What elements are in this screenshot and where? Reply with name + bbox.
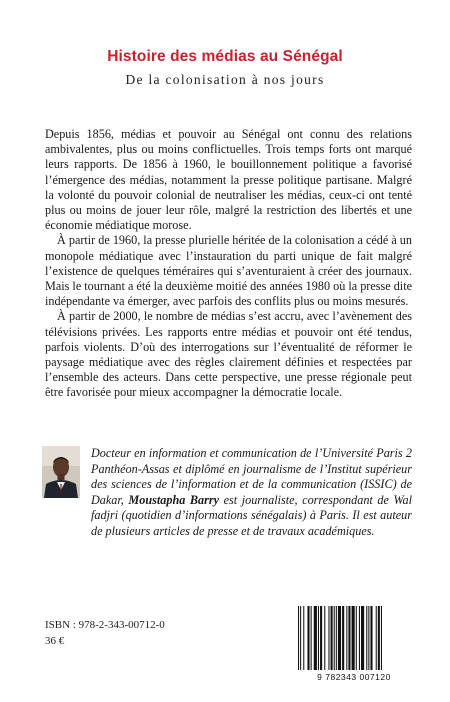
summary-paragraph: À partir de 1960, la presse plurielle héritée de la colonisation a cédé à un monopole médiatique avec l’instauration du parti unique de fait malgré l’existence de quelques téméraires qui s’aventuraient à créer des journaux. Mais le tournant a été la deuxième moitié des années 1980 où la presse dite indépendante va émerger, avec parfois des conflits plus ou moins mesurés. (45, 233, 412, 309)
barcode-bar (314, 606, 317, 670)
price: 36 € (45, 635, 65, 647)
author-bio-part: est journaliste, correspondant de Wal fadjri (quotidien d’informations sénégalais) à Paris. Il est auteur de plusieurs articles de presse et de travaux académiques. (91, 492, 412, 538)
barcode-bar (300, 606, 301, 670)
barcode-bar (331, 606, 333, 670)
barcode-bar (307, 606, 309, 670)
author-bio-part: Docteur en information et communication de l’Université Paris 2 Panthéon-Assas et diplômé en journalisme de l’Institut supérieur des sciences de l’information et de la communication (ISSIC) de Dakar, (91, 446, 412, 507)
barcode-bar (303, 606, 304, 670)
barcode-bar (318, 606, 319, 670)
book-subtitle: De la colonisation à nos jours (125, 72, 325, 87)
barcode-bar (324, 606, 325, 670)
barcode-icon (292, 604, 416, 672)
barcode-bar (298, 606, 299, 670)
barcode-bar (311, 606, 312, 670)
author-bio (91, 446, 412, 540)
barcode-bar (336, 606, 337, 670)
footer (45, 617, 165, 649)
barcode-bar (370, 606, 372, 670)
barcode-bar (359, 606, 360, 670)
barcode-bar (352, 606, 355, 670)
barcode-bar (328, 606, 329, 670)
back-cover-summary (45, 127, 412, 401)
summary-paragraph: À partir de 2000, le nombre de médias s’est accru, avec l’avènement des télévisions privées. Les rapports entre médias et pouvoir ont été tendus, parfois violents. D’où des interrogations sur l’éventualité de réformer le paysage médiatique avec des règles clairement définies et respectées par l’ensemble des acteurs. Dans cette perspective, une presse régionale peut être favorisée pour mieux accompagner la démocratie locale. (45, 309, 412, 400)
barcode-bar (334, 606, 335, 670)
barcode-bar (338, 606, 341, 670)
book-title: Histoire des médias au Sénégal (107, 48, 343, 65)
barcode-bar (320, 606, 322, 670)
summary-paragraph: Depuis 1856, médias et pouvoir au Sénégal ont connu des relations ambivalentes, plus ou moins conflictuelles. Trois temps forts ont marqué leurs rapports. De 1856 à 1960, le bouillonnement politique a favorisé l’émergence des médias, notamment la presse politique partisane. Malgré la volonté du pouvoir colonial de neutraliser les médias, ceux-ci ont tenté plus ou moins de jouer leur rôle, malgré la restriction des libertés et une économie médiatique morose. (45, 127, 412, 233)
barcode-number: 9 782343 007120 (317, 672, 391, 682)
barcode-bar (356, 606, 357, 670)
isbn: ISBN : 978-2-343-00712-0 (45, 619, 165, 631)
author-photo (42, 446, 80, 498)
barcode-bar (378, 606, 380, 670)
barcode-bar (346, 606, 347, 670)
barcode-bar (376, 606, 377, 670)
barcode-bar (368, 606, 369, 670)
barcode-bar (381, 606, 382, 670)
barcode-bar (366, 606, 367, 670)
author-name: Moustapha Barry (128, 492, 220, 507)
barcode-bar (361, 606, 364, 670)
barcode-bar (348, 606, 350, 670)
barcode-bar (342, 606, 344, 670)
